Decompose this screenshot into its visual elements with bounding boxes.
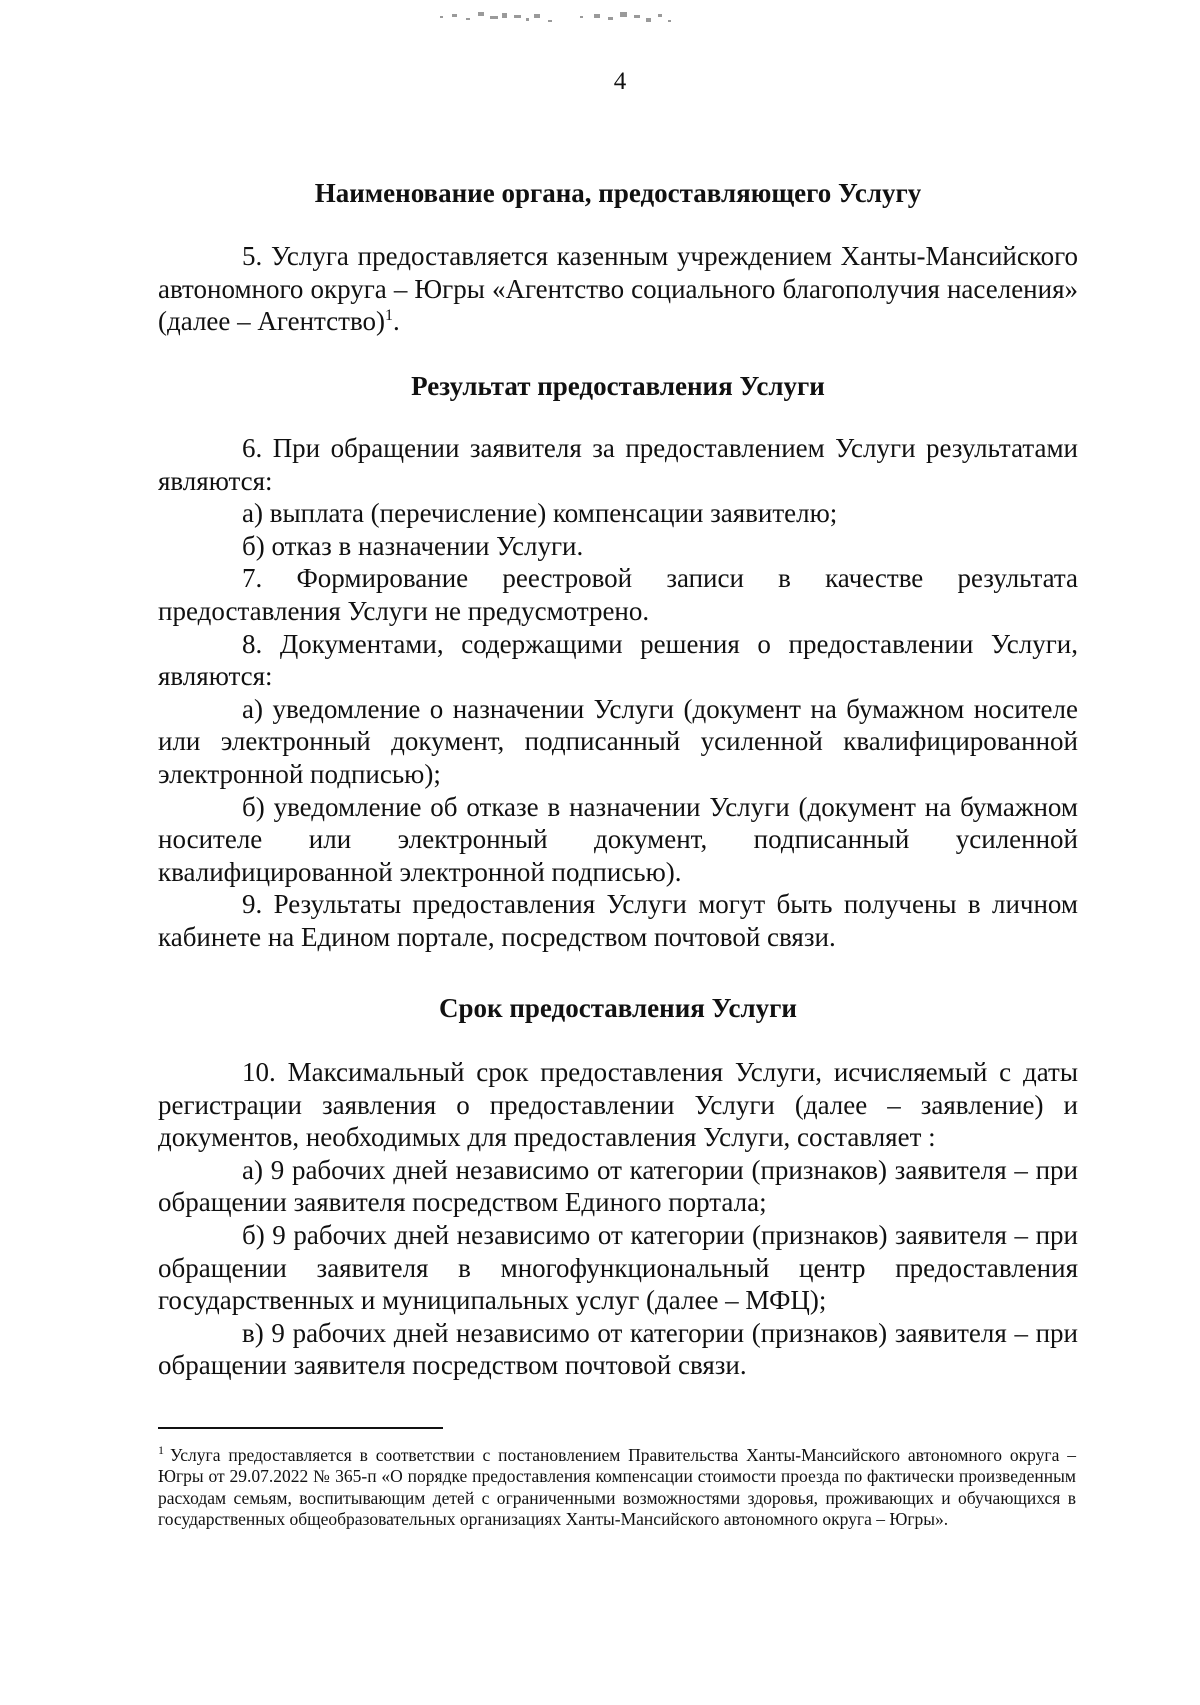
- paragraph-10a: а) 9 рабочих дней независимо от категории (признаков) заявителя – при обращении заявителя посредством Единого портала;: [158, 1154, 1078, 1218]
- footnote-mark: 1: [158, 1443, 164, 1457]
- paragraph-5: [158, 240, 1078, 338]
- paragraph-8: 8. Документами, содержащими решения о предоставлении Услуги, являются:: [158, 628, 1078, 692]
- paragraph-6a: а) выплата (перечисление) компенсации заявителю;: [242, 498, 838, 529]
- footnote-divider: [158, 1427, 443, 1429]
- paragraph-10: 10. Максимальный срок предоставления Услуги, исчисляемый с даты регистрации заявления о предоставлении Услуги (далее – заявление) и документов, необходимых для предоставления Услуги, составляет :: [158, 1057, 1078, 1153]
- paragraph-9: 9. Результаты предоставления Услуги могут быть получены в личном кабинете на Едином портале, посредством почтовой связи.: [158, 889, 1078, 952]
- section-heading-result: Результат предоставления Услуги: [411, 371, 825, 401]
- paragraph-6b: б) отказ в назначении Услуги.: [242, 530, 584, 561]
- paragraph-6: 6. При обращении заявителя за предоставлением Услуги результатами являются:: [158, 433, 1078, 496]
- section-body-term: [158, 1056, 1078, 1382]
- paragraph-5-end: .: [393, 306, 400, 337]
- section-body-result: [158, 432, 1078, 954]
- footnote-ref: 1: [385, 307, 394, 325]
- page-number: 4: [613, 68, 627, 95]
- paragraph-5-text: 5. Услуга предоставляется казенным учреждением Ханты-Мансийского автономного округа – Югры «Агентство социального благополучия населения» (далее – Агентство): [158, 241, 1078, 337]
- paragraph-10c: в) 9 рабочих дней независимо от категории (признаков) заявителя – при обращении заявителя посредством почтовой связи.: [158, 1317, 1078, 1381]
- paragraph-8b: б) уведомление об отказе в назначении Услуги (документ на бумажном носителе или электронный документ, подписанный усиленной квалифицированной электронной подписью).: [158, 791, 1078, 887]
- paragraph-7: 7. Формирование реестровой записи в качестве результата предоставления Услуги не предусмотрено.: [158, 563, 1078, 626]
- section-heading-term: Срок предоставления Услуги: [439, 993, 797, 1023]
- footnote: [158, 1440, 1076, 1531]
- scan-noise-mark: [430, 6, 750, 34]
- paragraph-8a: а) уведомление о назначении Услуги (документ на бумажном носителе или электронный документ, подписанный усиленной квалифицированной электронной подписью);: [158, 693, 1078, 789]
- footnote-text: Услуга предоставляется в соответствии с постановлением Правительства Ханты-Мансийского автономного округа – Югры от 29.07.2022 № 365-п «О порядке предоставления компенсации стоимости проезда по фактически произведенным расходам семьям, воспитывающим детей с ограниченными возможностями здоровья, проживающих и обучающихся в государственных общеобразовательных организациях Ханты-Мансийского автономного округа – Югры».: [158, 1444, 1076, 1530]
- section-body-authority: [158, 240, 1078, 338]
- paragraph-10b: б) 9 рабочих дней независимо от категории (признаков) заявителя – при обращении заявителя в многофункциональный центр предоставления государственных и муниципальных услуг (далее – МФЦ);: [158, 1219, 1078, 1316]
- section-heading-authority: Наименование органа, предоставляющего Услугу: [314, 178, 922, 208]
